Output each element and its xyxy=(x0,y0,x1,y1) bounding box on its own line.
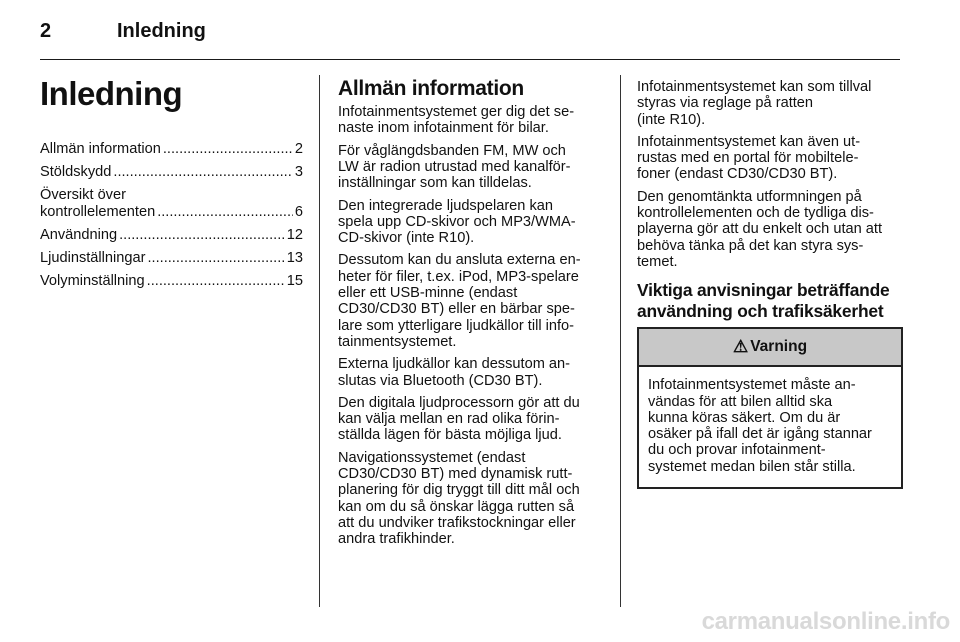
warning-title: Varning xyxy=(750,338,808,356)
toc-page: 2 xyxy=(294,141,303,158)
toc-leader xyxy=(147,273,285,290)
toc-entry-stoldskydd[interactable] xyxy=(40,164,303,181)
column-divider-2 xyxy=(620,75,621,607)
warning-triangle-icon: ⚠ xyxy=(732,337,749,357)
toc-entry-ljudinstallningar[interactable] xyxy=(40,250,303,267)
page-number: 2 xyxy=(40,20,52,42)
toc-leader xyxy=(113,164,292,181)
toc-page: 12 xyxy=(286,227,303,244)
header-rule xyxy=(40,59,900,60)
warning-text: Infotainmentsystemet måste an- vändas för att bilen alltid ska kunna köras säkert. Om du är osäker på ifall det är igång stannar du och provar infotainment- systemet medan bilen står stilla. xyxy=(648,377,872,475)
toc-page: 6 xyxy=(294,204,303,221)
paragraph: Navigationssystemet (endast CD30/CD30 BT) med dynamisk rutt- planering för dig tryggt till ditt mål och kan om du så önskar lägga rutten så att du undviker trafikstockningar eller andra trafikhinder. xyxy=(338,449,580,548)
toc-label: Volyminställning xyxy=(40,273,145,290)
column-middle xyxy=(338,70,604,554)
paragraph: Dessutom kan du ansluta externa en- heter för filer, t.ex. iPod, MP3-spelare eller ett USB-minne (endast CD30/CD30 BT) eller en bärbar spe- lare som ytterligare ljudkällor till info- tainmentsystemet. xyxy=(338,252,581,350)
toc-entry-oversikt[interactable] xyxy=(40,187,303,221)
table-of-contents xyxy=(40,141,303,290)
paragraph: Den integrerade ljudspelaren kan spela upp CD-skivor och MP3/WMA- CD-skivor (inte R10). xyxy=(338,197,576,247)
watermark: carmanualsonline.info xyxy=(701,608,950,635)
paragraph: Den genomtänkta utformningen på kontrollelementen och de tydliga dis- playerna gör att du enkelt och utan att behöva tänka på det kan styra sys- temet. xyxy=(637,188,883,270)
paragraph: Infotainmentsystemet kan även ut- rustas med en portal för mobiltele- foner (endast CD30/CD30 BT). xyxy=(637,133,861,183)
toc-page: 15 xyxy=(286,273,303,290)
section-title: Allmän information xyxy=(338,77,524,100)
toc-label: Stöldskydd xyxy=(40,164,112,181)
header-title: Inledning xyxy=(117,20,206,42)
warning-header xyxy=(639,329,901,367)
chapter-title: Inledning xyxy=(40,75,183,112)
toc-page: 13 xyxy=(286,250,303,267)
toc-leader xyxy=(163,141,293,158)
paragraph: För våglängdsbanden FM, MW och LW är radion utrustad med kanalför- inställningar som kan tilldelas. xyxy=(338,142,571,192)
paragraph: Externa ljudkällor kan dessutom an- slutas via Bluetooth (CD30 BT). xyxy=(338,356,570,389)
toc-leader xyxy=(119,227,285,244)
toc-label: Allmän information xyxy=(40,141,161,158)
paragraph: Infotainmentsystemet ger dig det se- naste inom infotainment för bilar. xyxy=(338,104,575,137)
column-left xyxy=(40,70,303,296)
toc-label: Ljudinställningar xyxy=(40,250,146,267)
subsection-title: Viktiga anvisningar beträffande användning och trafiksäkerhet xyxy=(637,280,890,322)
toc-leader xyxy=(157,204,293,221)
column-divider-1 xyxy=(319,75,320,607)
column-right xyxy=(637,79,903,489)
toc-entry-volyminstallning[interactable] xyxy=(40,273,303,290)
toc-label: Användning xyxy=(40,227,118,244)
toc-label: Översikt över kontrollelementen xyxy=(40,187,156,221)
paragraph: Den digitala ljudprocessorn gör att du kan välja mellan en rad olika förin- ställda lägen för bästa möjliga ljud. xyxy=(338,394,580,444)
toc-entry-anvandning[interactable] xyxy=(40,227,303,244)
paragraph: Infotainmentsystemet kan som tillval styras via reglage på ratten (inte R10). xyxy=(637,79,872,128)
toc-entry-allman-information[interactable] xyxy=(40,141,303,158)
toc-page: 3 xyxy=(294,164,303,181)
toc-leader xyxy=(147,250,284,267)
warning-box xyxy=(637,327,903,489)
